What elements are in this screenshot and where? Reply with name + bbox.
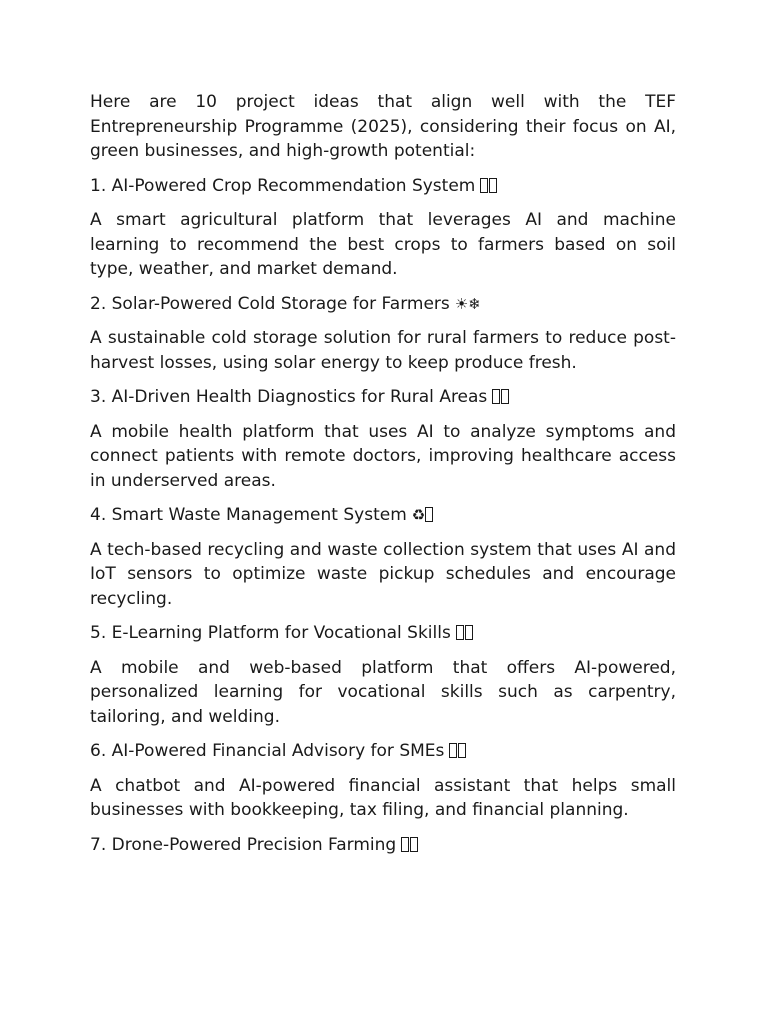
missing-emoji-icon	[480, 174, 498, 199]
project-heading-1-text: 1. AI-Powered Crop Recommendation System	[90, 175, 476, 196]
project-description-6: A chatbot and AI-powered financial assistant that helps small businesses with bookkeeping, tax filing, and financial planning.	[90, 775, 676, 820]
project-description-5: A mobile and web-based platform that offers AI-powered, personalized learning for vocational skills such as carpentry, tailoring, and welding.	[90, 657, 676, 727]
project-description-1: A smart agricultural platform that leverages AI and machine learning to recommend the best crops to farmers based on soil type, weather, and market demand.	[90, 210, 676, 279]
project-description-2: A sustainable cold storage solution for rural farmers to reduce post-harvest losses, using solar energy to keep produce fresh.	[90, 328, 676, 373]
project-description-3: A mobile health platform that uses AI to analyze symptoms and connect patients with remote doctors, improving healthcare access in underserved areas.	[90, 421, 676, 491]
project-heading-3	[90, 385, 676, 410]
project-description-4: A tech-based recycling and waste collection system that uses AI and IoT sensors to optimize waste pickup schedules and encourage recycling.	[90, 539, 676, 609]
project-heading-4-text: 4. Smart Waste Management System	[90, 505, 407, 525]
project-heading-2-text: 2. Solar-Powered Cold Storage for Farmers	[90, 293, 450, 314]
project-heading-2	[90, 292, 676, 317]
recycle-icon	[412, 503, 434, 528]
project-heading-7-text: 7. Drone-Powered Precision Farming	[90, 834, 397, 855]
project-heading-5	[90, 621, 676, 646]
missing-emoji-icon	[492, 385, 510, 410]
project-heading-6-text: 6. AI-Powered Financial Advisory for SMEs	[90, 741, 445, 761]
sun-snowflake-icon: ☀❄	[454, 294, 481, 313]
project-heading-6	[90, 739, 676, 764]
recycle-glyph: ♻	[411, 506, 426, 524]
project-heading-3-text: 3. AI-Driven Health Diagnostics for Rural Areas	[90, 387, 488, 407]
missing-emoji-icon	[456, 621, 474, 646]
project-heading-4	[90, 503, 676, 528]
document-page	[90, 90, 676, 867]
missing-emoji-icon	[449, 739, 467, 764]
project-heading-7	[90, 833, 676, 858]
project-heading-5-text: 5. E-Learning Platform for Vocational Skills	[90, 623, 451, 643]
missing-emoji-icon	[401, 833, 419, 858]
project-heading-1	[90, 174, 676, 199]
intro-paragraph: Here are 10 project ideas that align well with the TEF Entrepreneurship Programme (2025), considering their focus on AI, green businesses, and high-growth potential:	[90, 92, 676, 161]
